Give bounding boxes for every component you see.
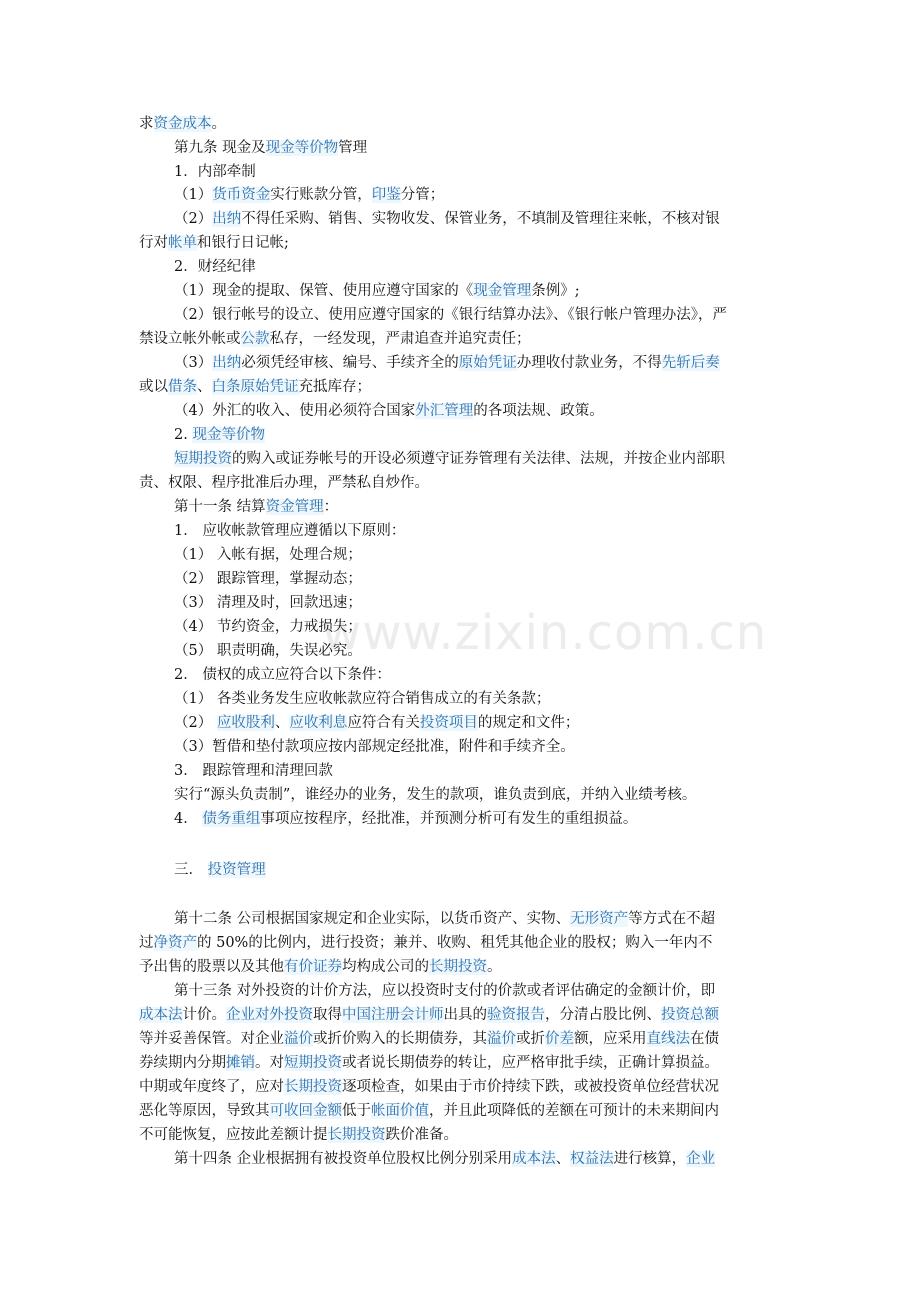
text-line (174, 519, 405, 543)
text-line (174, 303, 727, 327)
text-line (174, 495, 338, 519)
text-line (174, 979, 715, 1003)
keyword-link[interactable]: 可收回金额 (269, 1103, 342, 1119)
text-span: 逐项检查，如果由于市价持续下跌，或被投资单位经营状况 (342, 1079, 719, 1095)
text-span: 必须凭经审核、编号、手续齐全的 (241, 355, 459, 371)
text-span: 或以 (139, 379, 168, 395)
text-span: 第十三条 对外投资的计价方法，应以投资时支付的价款或者评估确定的金额计价，即 (174, 983, 716, 999)
text-span: 2．财经纪律 (174, 259, 256, 275)
keyword-link[interactable]: 债务重组 (202, 811, 261, 827)
text-span: 取得 (313, 1007, 342, 1023)
text-line (139, 375, 371, 399)
text-span: 条例》; (531, 283, 580, 299)
keyword-link[interactable]: 现金等价物 (192, 427, 265, 443)
keyword-link[interactable]: 先斩后奏 (661, 355, 720, 371)
text-span: （2） (174, 211, 213, 227)
text-line (174, 255, 256, 279)
text-line (174, 807, 637, 831)
text-span: 办理收付款业务，不得 (516, 355, 662, 371)
text-span: 事项应按程序，经批准，并预测分析可有发生的重组损益。 (260, 811, 638, 827)
text-span: 予出售的股票以及其他 (139, 959, 284, 975)
text-span: 2. (174, 427, 193, 443)
text-line (174, 759, 333, 783)
text-span: 中期或年度终了，应对 (139, 1079, 284, 1095)
text-span: ： (323, 499, 339, 515)
text-span: 行对 (139, 235, 168, 251)
keyword-link[interactable]: 成本法 (512, 1151, 556, 1167)
text-span: 第十四条 企业根据拥有被投资单位股权比例分别采用 (174, 1151, 513, 1167)
text-line (139, 955, 502, 979)
keyword-link[interactable]: 现金等价物 (265, 140, 339, 156)
text-line (139, 1027, 719, 1051)
text-span: （2） 跟踪管理，掌握动态； (174, 571, 362, 587)
text-span: 出具的 (443, 1007, 487, 1023)
text-span: （1） 各类业务发生应收帐款应符合销售成立的有关条款； (174, 691, 551, 707)
text-line (174, 207, 720, 231)
keyword-link[interactable]: 应收利息 (289, 715, 348, 731)
keyword-link[interactable]: 验资报告 (487, 1007, 545, 1023)
text-line (174, 687, 550, 711)
text-line (174, 783, 696, 807)
keyword-link[interactable]: 溢价 (284, 1031, 313, 1047)
keyword-link[interactable]: 原始凭证 (458, 355, 517, 371)
keyword-link[interactable]: 投资总额 (661, 1007, 719, 1023)
text-span: 跌价准备。 (385, 1127, 458, 1143)
text-span: 券续期内分期 (139, 1055, 226, 1071)
text-span: ，并且此项降低的差额在可预计的未来期间内 (429, 1103, 719, 1119)
text-line (174, 183, 444, 207)
text-span: 不得任采购、销售、实物收发、保管业务，不填制及管理往来帐，不核对银 (241, 211, 720, 227)
keyword-link[interactable]: 外汇管理 (415, 403, 474, 419)
text-span: 计价。 (182, 1007, 226, 1023)
keyword-link[interactable]: 无形资产 (570, 911, 629, 927)
text-span: （3） 清理及时，回款迅速； (174, 595, 362, 611)
text-line (174, 447, 725, 471)
keyword-link[interactable]: 公款 (240, 331, 270, 347)
watermark: www.zixin.com.cn (322, 605, 768, 661)
keyword-link[interactable]: 货币资金 (212, 187, 271, 203)
text-span: 充抵库存； (298, 379, 371, 395)
text-span: （1） (174, 187, 213, 203)
text-span: 或折 (516, 1031, 545, 1047)
keyword-link[interactable]: 借条 (168, 379, 197, 395)
text-line (139, 1099, 719, 1123)
keyword-link[interactable]: 中国注册会计师 (342, 1007, 444, 1023)
text-span: 求 (139, 116, 154, 132)
keyword-link[interactable]: 现金管理 (473, 283, 532, 299)
text-span: 实行“源头负责制”，谁经办的业务，发生的款项，谁负责到底，并纳入业绩考核。 (174, 787, 697, 803)
keyword-link[interactable]: 价差 (545, 1031, 574, 1047)
text-span: （1）现金的提取、保管、使用应遵守国家的《 (174, 283, 474, 299)
text-span: 第九条 现金及 (174, 140, 266, 156)
text-span: 私存，一经发现，严肃追查并追究责任； (269, 331, 531, 347)
text-span: 4． (174, 811, 203, 827)
text-span: 1．内部牵制 (174, 164, 256, 180)
text-span: 等方式在不超 (628, 911, 716, 927)
text-span: 、 (197, 379, 212, 395)
text-span: 2． 债权的成立应符合以下条件： (174, 667, 391, 683)
text-line (139, 112, 226, 136)
text-span: 。 (211, 116, 226, 132)
text-span: 第十一条 结算 (174, 499, 266, 515)
text-line (139, 1123, 458, 1147)
text-span: 实行账款分管， (270, 187, 372, 203)
text-span: 的 50%的比例内，进行投资；兼并、收购、租凭其他企业的股权；购入一年内不 (197, 935, 713, 951)
text-line (174, 735, 575, 759)
text-span: 管理 (338, 140, 368, 156)
keyword-link[interactable]: 帐面价值 (371, 1103, 429, 1119)
text-line (174, 279, 580, 303)
text-line (174, 351, 720, 375)
keyword-link[interactable]: 成本法 (139, 1007, 183, 1023)
keyword-link[interactable]: 资金管理 (265, 499, 324, 515)
keyword-link[interactable]: 净资产 (153, 935, 197, 951)
text-line (139, 931, 712, 955)
text-line (139, 1051, 719, 1075)
text-span: 的购入或证券帐号的开设必须遵守证券管理有关法律、法规，并按企业内部职 (232, 451, 725, 467)
text-span: 禁设立帐外帐或 (139, 331, 241, 347)
keyword-link[interactable]: 印鉴 (371, 187, 401, 203)
text-line (139, 327, 531, 351)
keyword-link[interactable]: 企业 (686, 1151, 716, 1167)
text-span: （5） 职责明确，失误必究。 (174, 643, 362, 659)
text-span: 恶化等原因，导致其 (139, 1103, 270, 1119)
keyword-link[interactable]: 摊销 (226, 1055, 255, 1071)
text-span: （3）暂借和垫付款项应按内部规定经批准，附件和手续齐全。 (174, 739, 575, 755)
text-span: 。 (487, 959, 502, 975)
text-span: 均构成公司的 (342, 959, 429, 975)
text-line (139, 1075, 719, 1099)
text-line (174, 399, 604, 423)
text-span: （4） 节约资金，力戒损失； (174, 619, 362, 635)
text-span: 和银行日记帐; (197, 235, 289, 251)
text-span: （2） (174, 715, 217, 731)
text-span: 进行核算， (613, 1151, 687, 1167)
keyword-link[interactable]: 权益法 (570, 1151, 614, 1167)
text-span: 分管； (400, 187, 445, 203)
text-span: （2）银行帐号的设立、使用应遵守国家的《银行结算办法》、《银行帐户管理办法》，严 (174, 307, 727, 323)
text-span: 额，应采用 (574, 1031, 647, 1047)
text-span: 第十二条 公司根据国家规定和企业实际，以货币资产、实物、 (174, 911, 571, 927)
text-span: 1． 应收帐款管理应遵循以下原则： (174, 523, 406, 539)
text-line (139, 231, 289, 255)
text-span: 的规定和文件； (477, 715, 580, 731)
text-span: ，分清占股比例、 (545, 1007, 661, 1023)
keyword-link[interactable]: 白条原始凭证 (211, 379, 299, 395)
keyword-link[interactable]: 短期投资 (284, 1055, 342, 1071)
text-line (174, 711, 579, 735)
text-span: 责、权限、程序批准后办理，严禁私自炒作。 (139, 475, 429, 491)
text-span: 应符合有关 (347, 715, 420, 731)
text-span: 、 (555, 1151, 571, 1167)
keyword-link[interactable]: 资金成本 (153, 116, 212, 132)
keyword-link[interactable]: 帐单 (168, 235, 197, 251)
keyword-link[interactable]: 长期投资 (429, 959, 487, 975)
text-line (139, 1003, 719, 1027)
text-span: （1） 入帐有据，处理合规； (174, 547, 362, 563)
keyword-link[interactable]: 长期投资 (284, 1079, 342, 1095)
text-span: 的各项法规、政策。 (473, 403, 604, 419)
keyword-link[interactable]: 短期投资 (174, 451, 232, 467)
keyword-link[interactable]: 有价证券 (284, 959, 342, 975)
text-span: （4）外汇的收入、使用必须符合国家 (174, 403, 416, 419)
text-line (174, 591, 362, 615)
keyword-link[interactable]: 出纳 (212, 211, 242, 227)
text-span: 或折价购入的长期债券，其 (313, 1031, 487, 1047)
text-line (174, 907, 715, 931)
keyword-link[interactable]: 溢价 (487, 1031, 516, 1047)
text-line (174, 423, 265, 447)
keyword-link[interactable]: 企业对外投资 (226, 1007, 313, 1023)
text-line (174, 136, 367, 160)
text-span: 低于 (342, 1103, 371, 1119)
keyword-link[interactable]: 投资管理 (207, 862, 266, 878)
text-line (174, 543, 362, 567)
keyword-link[interactable]: 投资项目 (419, 715, 478, 731)
text-line (174, 858, 266, 882)
text-span: 、 (274, 715, 290, 731)
text-span: 3． 跟踪管理和清理回款 (174, 763, 333, 779)
text-span: 等并妥善保管。对企业 (139, 1031, 284, 1047)
text-span: （3） (174, 355, 213, 371)
keyword-link[interactable]: 直线法 (646, 1031, 690, 1047)
text-span: 。对 (255, 1055, 284, 1071)
text-line (174, 663, 391, 687)
text-span: 过 (139, 935, 154, 951)
keyword-link[interactable]: 出纳 (212, 355, 242, 371)
text-span: 在债 (690, 1031, 719, 1047)
text-line (174, 615, 362, 639)
text-line (174, 1147, 715, 1171)
text-span: 或者说长期债券的转让，应严格审批手续，正确计算损益。 (342, 1055, 719, 1071)
keyword-link[interactable]: 长期投资 (327, 1127, 386, 1143)
text-line (174, 567, 362, 591)
text-line (139, 471, 429, 495)
text-line (174, 160, 256, 184)
text-line (174, 639, 362, 663)
text-span: 不可能恢复，应按此差额计提 (139, 1127, 328, 1143)
text-span: 三． (174, 862, 208, 878)
keyword-link[interactable]: 应收股利 (216, 715, 275, 731)
